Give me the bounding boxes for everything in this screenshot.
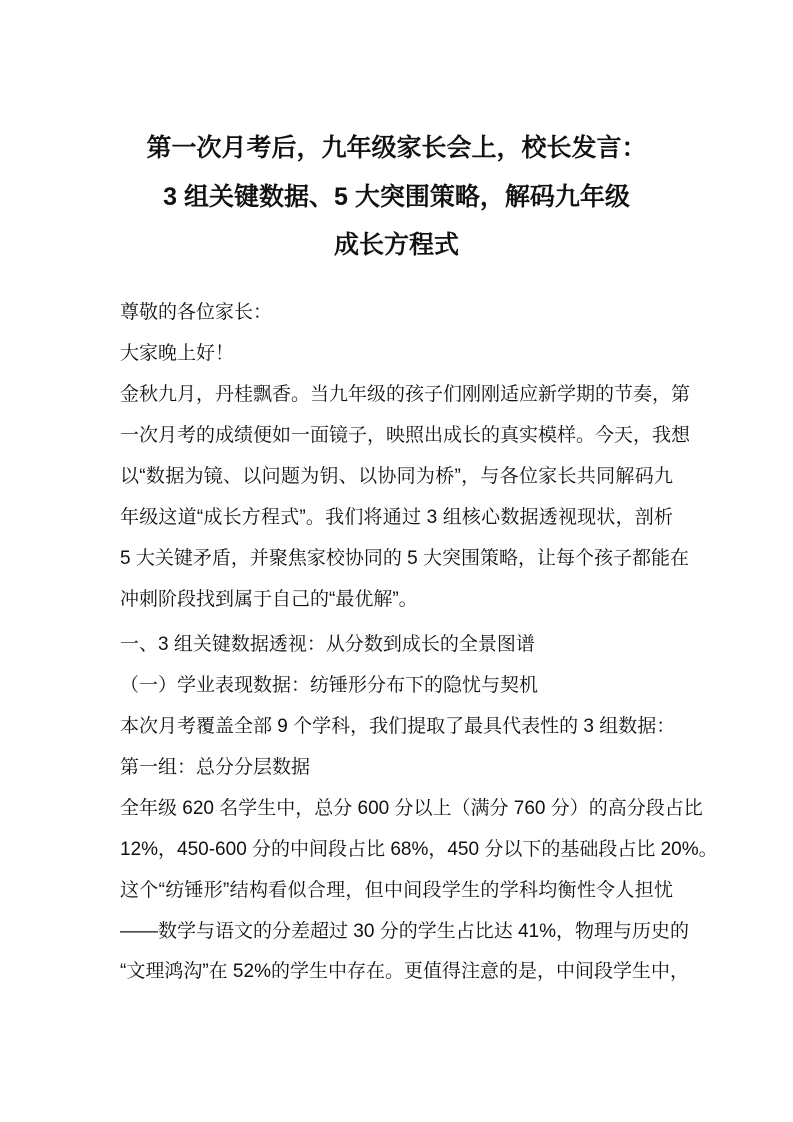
paragraph-line: 本次月考覆盖全部 9 个学科，我们提取了最具代表性的 3 组数据： bbox=[120, 716, 676, 737]
paragraph-line: 全年级 620 名学生中，总分 600 分以上（满分 760 分）的高分段占比 bbox=[120, 798, 703, 819]
document-title-line-3: 成长方程式 bbox=[333, 231, 459, 259]
paragraph-line: 尊敬的各位家长： bbox=[120, 302, 273, 323]
paragraph-line: 年级这道“成长方程式”。我们将通过 3 组核心数据透视现状，剖析 bbox=[120, 507, 673, 528]
paragraph-line: 一次月考的成绩便如一面镜子，映照出成长的真实模样。今天，我想 bbox=[120, 425, 691, 446]
paragraph-line: ——数学与语文的分差超过 30 分的学生占比达 41%，物理与历史的 bbox=[120, 921, 689, 942]
paragraph-line: 5 大关键矛盾，并聚焦家校协同的 5 大突围策略，让每个孩子都能在 bbox=[120, 548, 689, 569]
paragraph-line: 一、3 组关键数据透视：从分数到成长的全景图谱 bbox=[120, 634, 535, 655]
paragraph-line: 以“数据为镜、以问题为钥、以协同为桥”，与各位家长共同解码九 bbox=[120, 466, 673, 487]
paragraph-line: 12%，450-600 分的中间段占比 68%，450 分以下的基础段占比 20%。 bbox=[120, 839, 718, 860]
document-title-line-1: 第一次月考后，九年级家长会上，校长发言： bbox=[146, 134, 647, 162]
paragraph-line: 金秋九月，丹桂飘香。当九年级的孩子们刚刚适应新学期的节奏，第 bbox=[120, 384, 691, 405]
paragraph-line: 第一组：总分分层数据 bbox=[120, 757, 311, 778]
document-title-line-2: 3 组关键数据、5 大突围策略，解码九年级 bbox=[163, 183, 630, 211]
paragraph-line: 大家晚上好！ bbox=[120, 343, 235, 364]
paragraph-line: 冲刺阶段找到属于自己的“最优解”。 bbox=[120, 589, 418, 610]
paragraph-line: “文理鸿沟”在 52%的学生中存在。更值得注意的是，中间段学生中， bbox=[120, 961, 689, 982]
paragraph-line: 这个“纺锤形”结构看似合理，但中间段学生的学科均衡性令人担忧 bbox=[120, 880, 673, 901]
paragraph-line: （一）学业表现数据：纺锤形分布下的隐忧与契机 bbox=[120, 675, 539, 696]
